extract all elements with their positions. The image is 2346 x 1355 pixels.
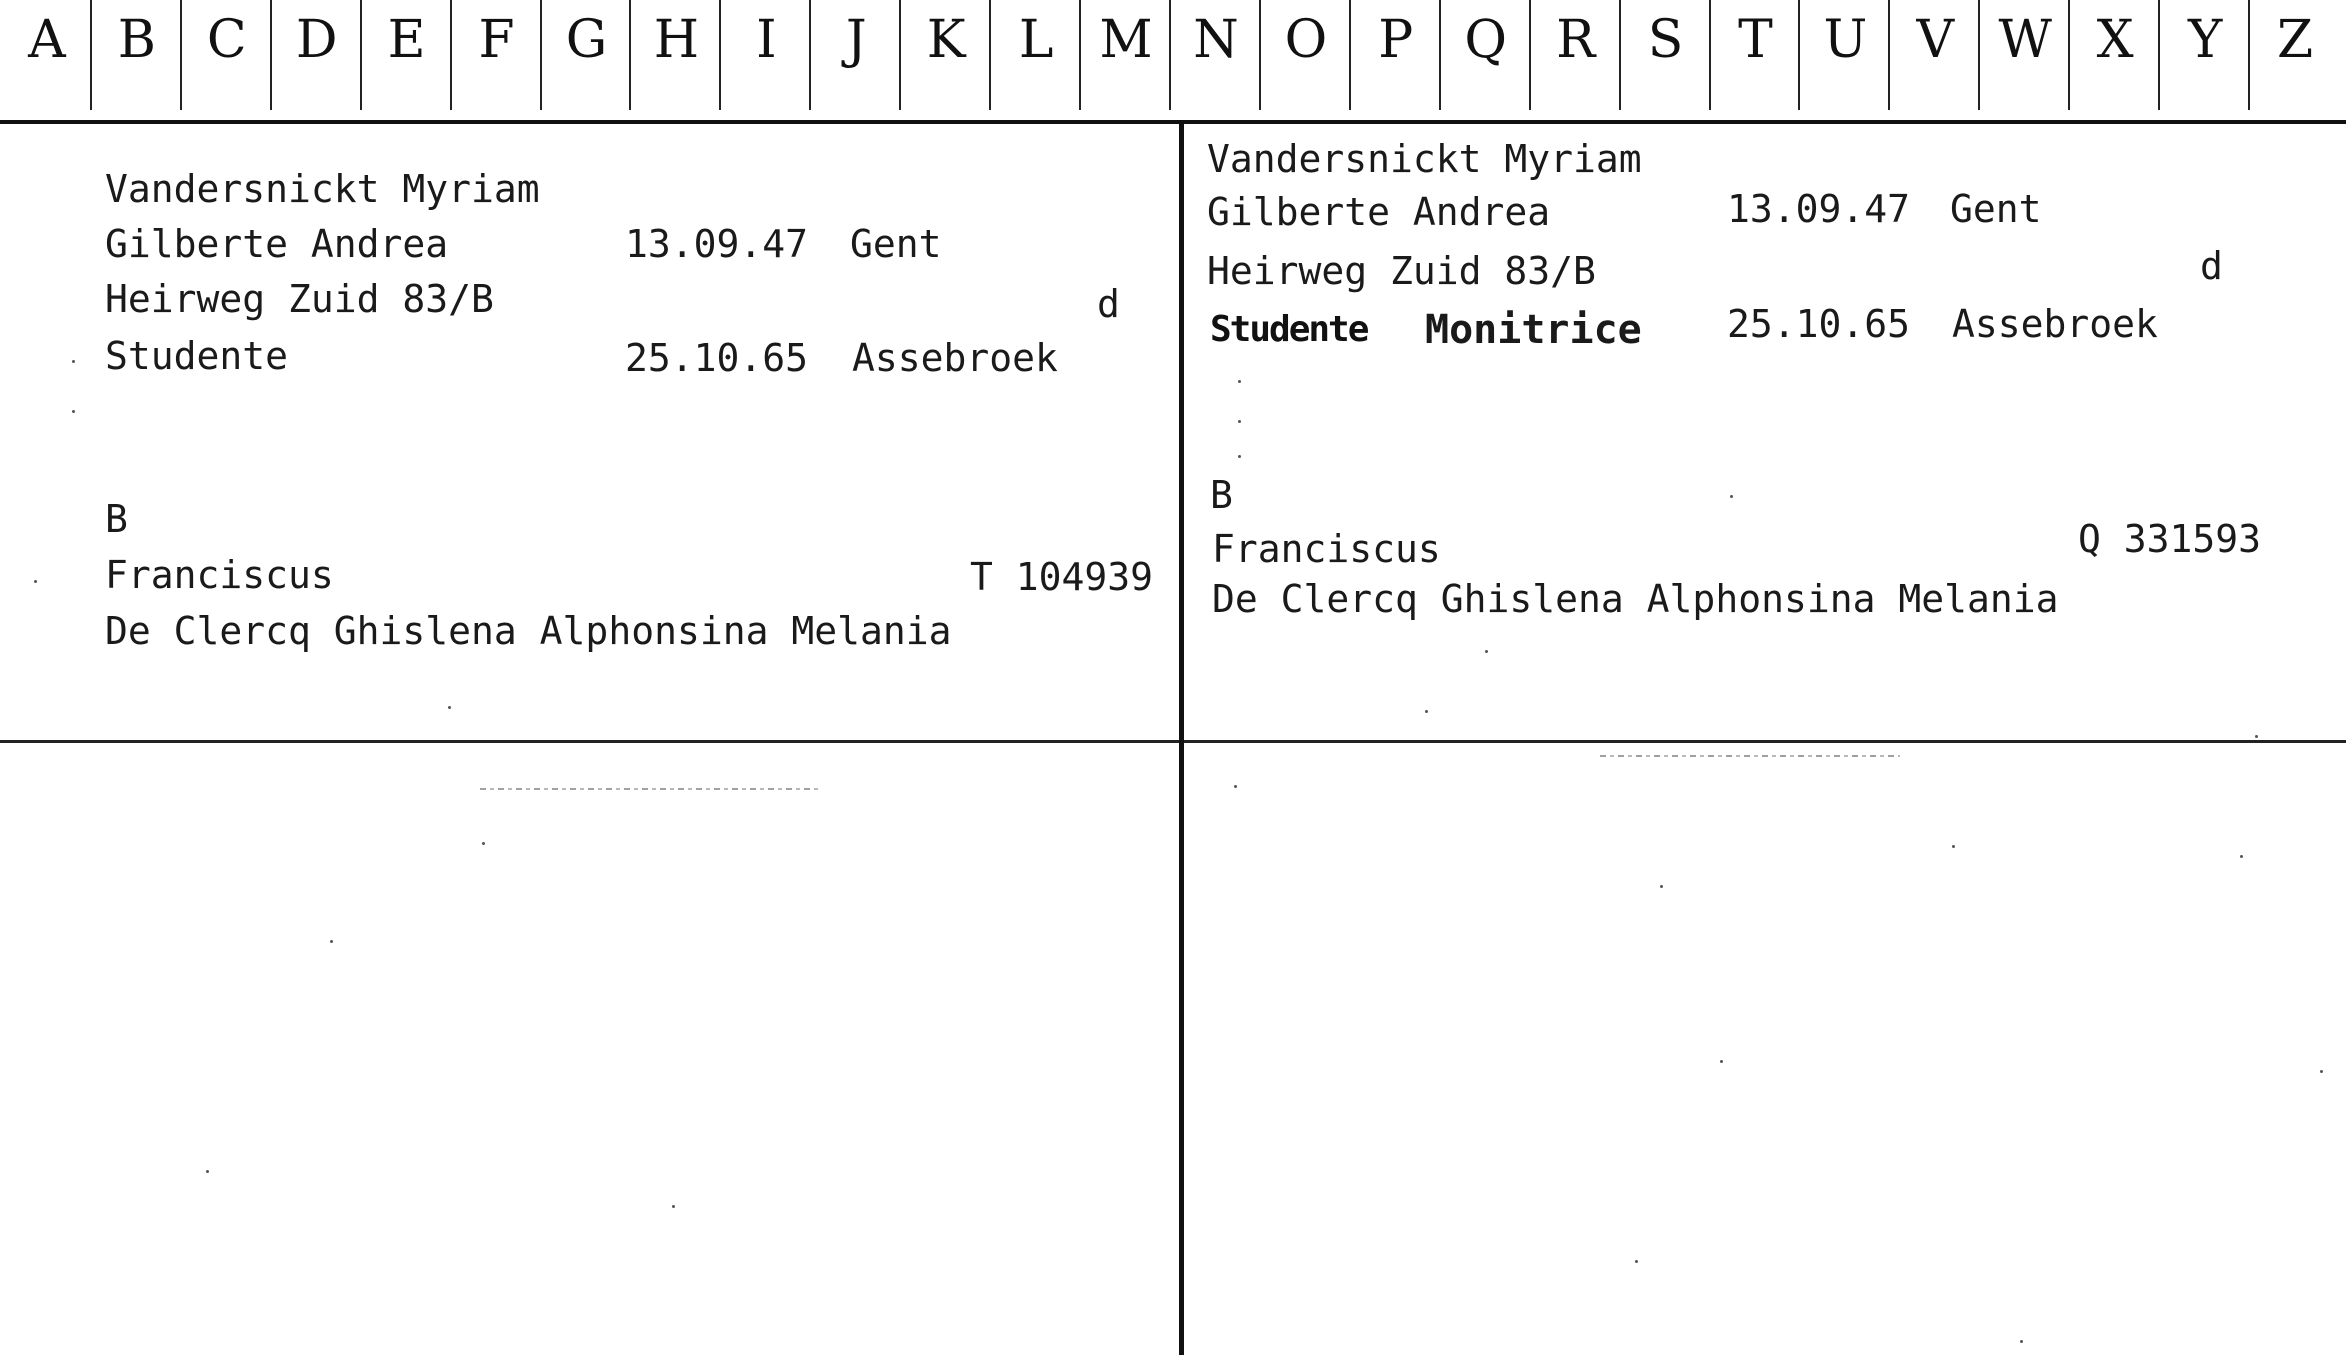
alphabet-letter-o: O <box>1284 10 1328 70</box>
alphabet-divider <box>1079 0 1081 110</box>
alphabet-letter-x: X <box>2096 10 2134 70</box>
scan-speck <box>72 410 75 413</box>
alphabet-divider <box>899 0 901 110</box>
alphabet-letter-g: G <box>565 10 608 70</box>
scan-speck <box>1238 420 1241 423</box>
scan-speck <box>1425 710 1428 713</box>
scan-speck <box>72 360 75 363</box>
scan-speck <box>448 706 451 709</box>
alphabet-divider <box>180 0 182 110</box>
alphabet-letter-v: V <box>1916 10 1955 70</box>
alphabet-letter-a: A <box>28 10 66 70</box>
alphabet-letter-q: Q <box>1464 10 1508 70</box>
right-card-address: Heirweg Zuid 83/B <box>1207 249 1596 293</box>
left-card-bottom-border <box>0 740 1179 743</box>
alphabet-index-bar <box>0 0 2346 124</box>
alphabet-divider <box>719 0 721 110</box>
alphabet-divider <box>2068 0 2070 110</box>
alphabet-divider <box>989 0 991 110</box>
scan-speck <box>1952 845 1955 848</box>
scan-speck <box>2320 1070 2323 1073</box>
scan-speck <box>2240 855 2243 858</box>
alphabet-letter-z: Z <box>2276 10 2314 70</box>
alphabet-divider <box>450 0 452 110</box>
alphabet-letter-e: E <box>387 10 426 70</box>
right-card-status-mark: d <box>2200 244 2223 288</box>
scan-speck <box>1238 380 1241 383</box>
alphabet-divider <box>270 0 272 110</box>
right-card-code-letter: B <box>1210 473 1233 517</box>
alphabet-letter-m: M <box>1099 10 1153 70</box>
scan-speck <box>1720 1060 1723 1063</box>
alphabet-divider <box>1529 0 1531 110</box>
alphabet-letter-c: C <box>206 10 247 70</box>
scan-smudge <box>1600 755 1900 757</box>
alphabet-letter-s: S <box>1647 10 1684 70</box>
alphabet-letter-b: B <box>117 10 156 70</box>
alphabet-divider <box>90 0 92 110</box>
alphabet-divider <box>1619 0 1621 110</box>
right-card-given-names: Gilberte Andrea <box>1207 190 1551 234</box>
alphabet-divider <box>1888 0 1890 110</box>
scan-speck <box>1485 650 1488 653</box>
alphabet-letter-r: R <box>1556 10 1596 70</box>
left-card-address: Heirweg Zuid 83/B <box>105 277 494 321</box>
right-card-ref-number: Q 331593 <box>2078 517 2262 561</box>
alphabet-letter-n: N <box>1193 10 1239 70</box>
left-card-ref-number: T 104939 <box>970 555 1154 599</box>
scan-speck <box>330 940 333 943</box>
left-card-reg-date: 25.10.65 <box>625 336 809 380</box>
alphabet-divider <box>1349 0 1351 110</box>
right-card-occupation: Monitrice <box>1425 307 1642 353</box>
left-card-given-names: Gilberte Andrea <box>105 222 449 266</box>
left-card-mother: De Clercq Ghislena Alphonsina Melania <box>105 609 952 653</box>
right-card-birth-place: Gent <box>1950 187 2042 231</box>
alphabet-divider <box>1169 0 1171 110</box>
alphabet-letter-k: K <box>926 10 966 70</box>
left-card-status-mark: d <box>1097 282 1120 326</box>
alphabet-divider <box>809 0 811 110</box>
scan-speck <box>482 842 485 845</box>
alphabet-divider <box>629 0 631 110</box>
scan-speck <box>1238 455 1241 458</box>
alphabet-letter-y: Y <box>2187 10 2223 70</box>
left-card-code-letter: B <box>105 497 128 541</box>
alphabet-divider <box>1259 0 1261 110</box>
right-card-mother: De Clercq Ghislena Alphonsina Melania <box>1212 577 2059 621</box>
right-card-reg-place: Assebroek <box>1952 302 2158 346</box>
scan-speck <box>1660 885 1663 888</box>
scan-speck <box>1730 495 1733 498</box>
right-card-reg-date: 25.10.65 <box>1727 302 1911 346</box>
alphabet-letter-j: J <box>845 10 867 70</box>
alphabet-divider <box>360 0 362 110</box>
right-card-father: Franciscus <box>1212 527 1441 571</box>
alphabet-letter-d: D <box>295 10 338 70</box>
alphabet-divider <box>540 0 542 110</box>
alphabet-letter-i: I <box>756 10 777 70</box>
right-card-birth-date: 13.09.47 <box>1727 187 1911 231</box>
alphabet-divider <box>2158 0 2160 110</box>
scan-smudge <box>480 788 820 790</box>
alphabet-divider <box>1439 0 1441 110</box>
alphabet-letter-h: H <box>653 10 700 70</box>
scan-speck <box>2020 1340 2023 1343</box>
left-card-birth-date: 13.09.47 <box>625 222 809 266</box>
scan-speck <box>206 1170 209 1173</box>
alphabet-divider <box>1709 0 1711 110</box>
left-card-birth-place: Gent <box>850 222 942 266</box>
alphabet-letter-f: F <box>478 10 515 70</box>
scan-speck <box>672 1205 675 1208</box>
scan-speck <box>1234 785 1237 788</box>
scan-speck <box>1635 1260 1638 1263</box>
left-card-name: Vandersnickt Myriam <box>105 167 540 211</box>
alphabet-letter-u: U <box>1823 10 1868 70</box>
alphabet-letter-p: P <box>1378 10 1414 70</box>
scan-speck <box>34 580 37 583</box>
left-card-father: Franciscus <box>105 553 334 597</box>
alphabet-divider <box>1798 0 1800 110</box>
alphabet-divider <box>1978 0 1980 110</box>
alphabet-letter-w: W <box>1998 10 2052 70</box>
alphabet-letter-l: L <box>1018 10 1054 70</box>
left-card-occupation: Studente <box>105 334 289 378</box>
right-card-name: Vandersnickt Myriam <box>1207 137 1642 181</box>
right-card-bottom-border <box>1184 740 2346 743</box>
alphabet-letter-t: T <box>1738 10 1773 70</box>
left-card-reg-place: Assebroek <box>852 336 1058 380</box>
right-card-struck-occupation: Studente <box>1210 309 1368 350</box>
scan-speck <box>2255 735 2258 738</box>
alphabet-divider <box>2248 0 2250 110</box>
